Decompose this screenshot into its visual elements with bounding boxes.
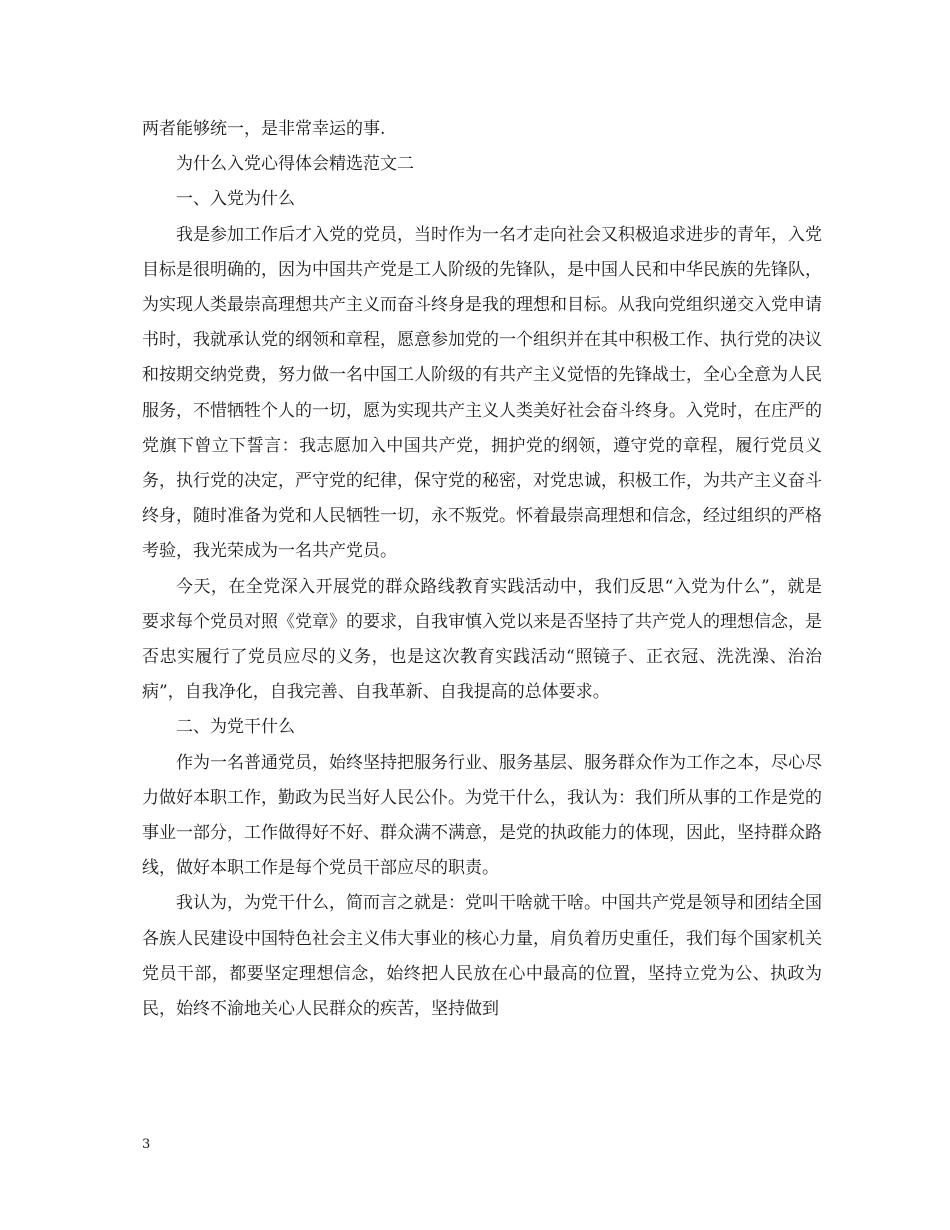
paragraph: 作为一名普通党员，始终坚持把服务行业、服务基层、服务群众作为工作之本，尽心尽力做好本职工作，勤政为民当好人民公仆。为党干什么，我认为：我们所从事的工作是党的事业一部分，工作做得好不好、群众满不满意，是党的执政能力的体现，因此，坚持群众路线，做好本职工作是每个党员干部应尽的职责。 [142, 752, 822, 879]
heading-what-to-do: 二、为党干什么 [176, 717, 295, 738]
page-number: 3 [142, 1137, 151, 1152]
section-title: 为什么入党心得体会精选范文二 [176, 154, 414, 175]
heading-why-join: 一、入党为什么 [176, 189, 295, 210]
paragraph: 今天，在全党深入开展党的群众路线教育实践活动中，我们反思“入党为什么”，就是要求每个党员对照《党章》的要求，自我审慎入党以来是否坚持了共产党人的理想信念，是否忠实履行了党员应尽的义务，也是这次教育实践活动“照镜子、正衣冠、洗洗澡、治治病”，自我净化，自我完善、自我革新、自我提高的总体要求。 [142, 576, 822, 703]
paragraph: 我是参加工作后才入党的党员，当时作为一名才走向社会又积极追求进步的青年，入党目标是很明确的，因为中国共产党是工人阶级的先锋队，是中国人民和中华民族的先锋队，为实现人类最崇高理想共产主义而奋斗终身是我的理想和目标。从我向党组织递交入党申请书时，我就承认党的纲领和章程，愿意参加党的一个组织并在其中积极工作、执行党的决议和按期交纳党费，努力做一名中国工人阶级的有共产主义觉悟的先锋战士，全心全意为人民服务，不惜牺牲个人的一切，愿为实现共产主义人类美好社会奋斗终身。入党时，在庄严的党旗下曾立下誓言：我志愿加入中国共产党，拥护党的纲领，遵守党的章程，履行党员义务，执行党的决定，严守党的纪律，保守党的秘密，对党忠诚，积极工作，为共产主义奋斗终身，随时准备为党和人民牺牲一切，永不叛党。怀着最崇高理想和信念，经过组织的严格考验，我光荣成为一名共产党员。 [142, 224, 822, 562]
body-text [142, 112, 822, 1027]
paragraph-continuation: 两者能够统一，是非常幸运的事. [142, 119, 386, 139]
paragraph: 我认为，为党干什么，简而言之就是：党叫干啥就干啥。中国共产党是领导和团结全国各族人民建设中国特色社会主义伟大事业的核心力量，肩负着历史重任，我们每个国家机关党员干部，都要坚定理想信念，始终把人民放在心中最高的位置，坚持立党为公、执政为民，始终不渝地关心人民群众的疾苦，坚持做到 [142, 893, 822, 1020]
